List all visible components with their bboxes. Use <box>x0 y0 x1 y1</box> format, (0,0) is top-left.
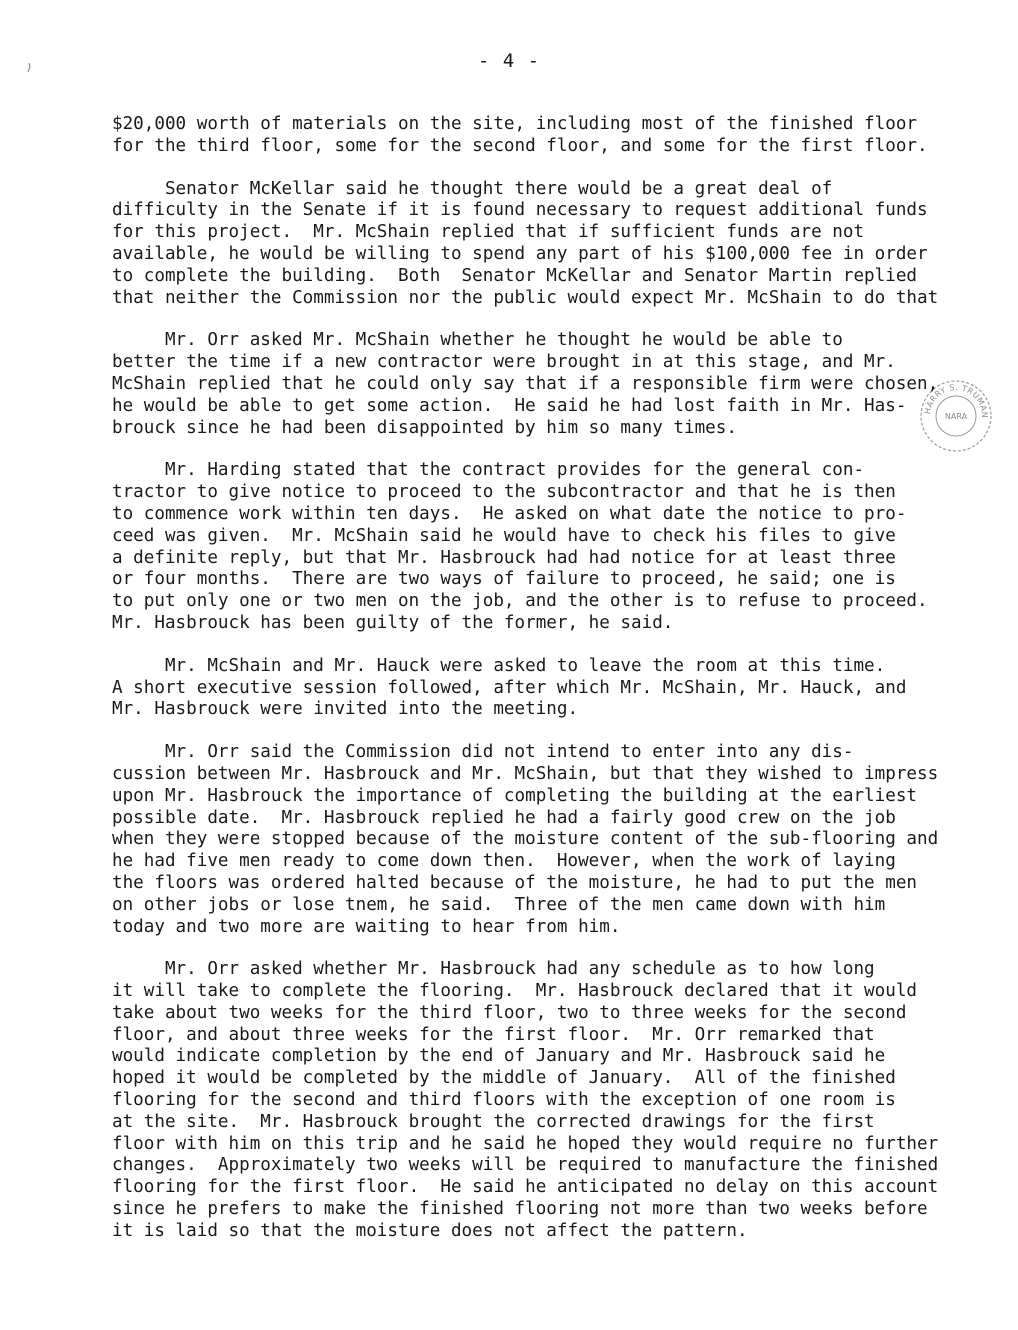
seal-ring-text: HARRY S. TRUMAN <box>922 382 990 419</box>
text-line: better the time if a new contractor were brought in at this stage, and Mr. <box>112 352 896 373</box>
text-line: McShain replied that he could only say that if a responsible firm were chosen, <box>112 373 939 394</box>
page-number: - 4 - <box>477 50 541 72</box>
memo-paragraph <box>112 742 952 938</box>
memo-body <box>112 114 952 1264</box>
text-line: ceed was given. Mr. McShain said he would have to check his files to give <box>112 525 896 546</box>
text-line: difficulty in the Senate if it is found necessary to request additional funds <box>112 200 928 221</box>
text-line: tractor to give notice to proceed to the subcontractor and that he is then <box>112 482 896 503</box>
text-line: Senator McKellar said he thought there would be a great deal of <box>112 178 833 199</box>
memo-paragraph <box>112 179 952 310</box>
text-line: possible date. Mr. Hasbrouck replied he had a fairly good crew on the job <box>112 807 896 828</box>
text-line: available, he would be willing to spend any part of his $100,000 fee in order <box>112 243 928 264</box>
memo-paragraph <box>112 114 952 158</box>
text-line: flooring for the second and third floors with the exception of one room is <box>112 1090 896 1111</box>
text-line: for the third floor, some for the second floor, and some for the first floor. <box>112 135 928 156</box>
text-line: $20,000 worth of materials on the site, including most of the finished floor <box>112 114 918 134</box>
text-line: Mr. Orr asked Mr. McShain whether he thought he would be able to <box>112 330 843 351</box>
text-line: take about two weeks for the third floor, two to three weeks for the second <box>112 1002 907 1023</box>
text-line: Mr. Hasbrouck were invited into the meeting. <box>112 699 579 720</box>
text-line: hoped it would be completed by the middle of January. All of the finished <box>112 1068 896 1089</box>
text-line: floor, and about three weeks for the first floor. Mr. Orr remarked that <box>112 1024 875 1045</box>
text-line: he had five men ready to come down then. However, when the work of laying <box>112 851 896 872</box>
text-line: when they were stopped because of the moisture content of the sub-flooring and <box>112 829 939 850</box>
text-line: he would be able to get some action. He said he had lost faith in Mr. Has- <box>112 395 907 416</box>
text-line: Mr. McShain and Mr. Hauck were asked to leave the room at this time. <box>112 655 886 676</box>
text-line: today and two more are waiting to hear from him. <box>112 916 621 937</box>
text-line: flooring for the first floor. He said he anticipated no delay on this account <box>112 1177 939 1198</box>
text-line: the floors was ordered halted because of the moisture, he had to put the men <box>112 872 918 893</box>
text-line: upon Mr. Hasbrouck the importance of completing the building at the earliest <box>112 785 918 806</box>
text-line: changes. Approximately two weeks will be required to manufacture the finished <box>112 1155 939 1176</box>
memo-paragraph <box>112 656 952 721</box>
text-line: floor with him on this trip and he said he hoped they would require no further <box>112 1133 939 1154</box>
text-line: at the site. Mr. Hasbrouck brought the corrected drawings for the first <box>112 1111 875 1132</box>
text-line: to complete the building. Both Senator McKellar and Senator Martin replied <box>112 265 918 286</box>
memo-paragraph <box>112 330 952 439</box>
text-line: it is laid so that the moisture does not affect the pattern. <box>112 1220 748 1241</box>
text-line: that neither the Commission nor the public would expect Mr. McShain to do that <box>112 287 939 308</box>
text-line: Mr. Orr asked whether Mr. Hasbrouck had any schedule as to how long <box>112 959 875 980</box>
text-line: A short executive session followed, after which Mr. McShain, Mr. Hauck, and <box>112 677 907 698</box>
memo-paragraph <box>112 460 952 634</box>
text-line: cussion between Mr. Hasbrouck and Mr. McShain, but that they wished to impress <box>112 763 939 784</box>
text-line: for this project. Mr. McShain replied that if sufficient funds are not <box>112 222 865 243</box>
text-line: brouck since he had been disappointed by him so many times. <box>112 417 737 438</box>
text-line: since he prefers to make the finished flooring not more than two weeks before <box>112 1199 928 1220</box>
text-line: would indicate completion by the end of January and Mr. Hasbrouck said he <box>112 1046 886 1067</box>
text-line: Mr. Hasbrouck has been guilty of the former, he said. <box>112 612 674 633</box>
text-line: it will take to complete the flooring. Mr. Hasbrouck declared that it would <box>112 981 918 1002</box>
seal-center-text: NARA <box>944 412 968 421</box>
text-line: Mr. Harding stated that the contract provides for the general con- <box>112 460 865 481</box>
memo-paragraph <box>112 959 952 1242</box>
text-line: to put only one or two men on the job, and the other is to refuse to proceed. <box>112 591 928 612</box>
text-line: or four months. There are two ways of failure to proceed, he said; one is <box>112 569 896 590</box>
text-line: Mr. Orr said the Commission did not intend to enter into any dis- <box>112 742 854 763</box>
text-line: a definite reply, but that Mr. Hasbrouck had had notice for at least three <box>112 547 896 568</box>
text-line: to commence work within ten days. He asked on what date the notice to pro- <box>112 503 907 524</box>
text-line: on other jobs or lose tnem, he said. Three of the men came down with him <box>112 894 886 915</box>
